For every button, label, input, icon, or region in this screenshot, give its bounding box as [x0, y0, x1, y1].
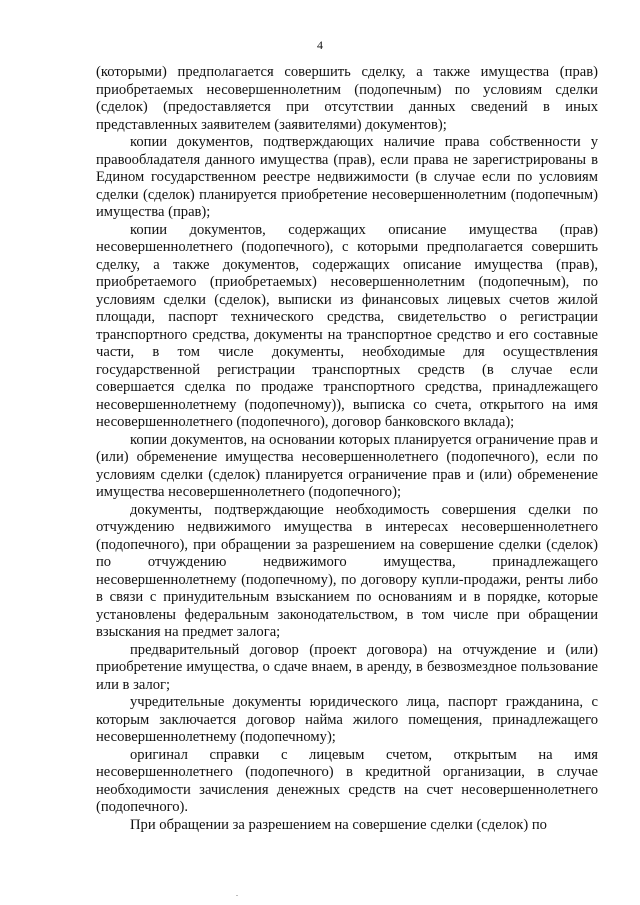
paragraph-7: учредительные документы юридического лица, паспорт гражданина, с которым заключается договор найма жилого помещения, принадлежащего несовершеннолетнему (подопечному); — [96, 694, 598, 745]
paragraph-5: документы, подтверждающие необходимость совершения сделки по отчуждению недвижимого имущества в интересах несовершеннолетнего (подопечного), при обращении за разрешением на совершение сделки (сделок) по отчуждению недвижимого имущества, принадлежащего несовершеннолетнему (подопечному), по договору купли-продажи, ренты либо в связи с принудительным взысканием по основаниям и в порядке, которые установлены федеральным законодательством, в том числе при обращении взыскания на предмет залога; — [96, 501, 598, 640]
paragraph-4: копии документов, на основании которых планируется ограничение прав и (или) обременение имущества несовершеннолетнего (подопечного), если по условиям сделки (сделок) планируется ограничение прав и (или) обременение имущества несовершеннолетнего (подопечного); — [96, 431, 598, 500]
paragraph-6: предварительный договор (проект договора) на отчуждение и (или) приобретение имущества, о сдаче внаем, в аренду, в безвозмездное пользование или в залог; — [96, 641, 598, 693]
paragraph-2: копии документов, подтверждающих наличие права собственности у правообладателя данного имущества (прав), если права не зарегистрированы в Едином государственном реестре недвижимости (в случае если по условиям сделки (сделок) планируется приобретение несовершеннолетним (подопечным) имущества (прав); — [96, 134, 598, 220]
scan-speck — [236, 895, 238, 896]
paragraph-9: При обращении за разрешением на совершение сделки (сделок) по — [130, 816, 547, 833]
paragraph-1: (которыми) предполагается совершить сделку, а также имущества (прав) приобретаемых несовершеннолетним (подопечным) по условиям сделки (сделок) (предоставляется при отсутствии данных сведений в иных представленных заявителем (заявителями) документов); — [96, 64, 598, 133]
document-body — [96, 64, 598, 834]
paragraph-3: копии документов, содержащих описание имущества (прав) несовершеннолетнего (подопечного), с которыми предполагается совершить сделку, а также документов, содержащих описание имущества (прав), приобретаемого (приобретаемых) несовершеннолетним (подопечным), по условиям сделки (сделок), выписки из финансовых лицевых счетов жилой площади, паспорт технического средства, свидетельство о регистрации транспортного средства, документы на транспортное средство и его составные части, в том числе документы, необходимые для осуществления государственной регистрации транспортных средств (в случае если совершается сделка по продаже транспортного средства, принадлежащего несовершеннолетнему (подопечному)), выписка со счета, открытого на имя несовершеннолетнего (подопечного), договор банковского вклада); — [96, 221, 598, 430]
page-number: 4 — [317, 38, 323, 52]
paragraph-8: оригинал справки с лицевым счетом, открытым на имя несовершеннолетнего (подопечного) в кредитной организации, в случае необходимости зачисления денежных средств на счет несовершеннолетнего (подопечного). — [96, 746, 598, 815]
